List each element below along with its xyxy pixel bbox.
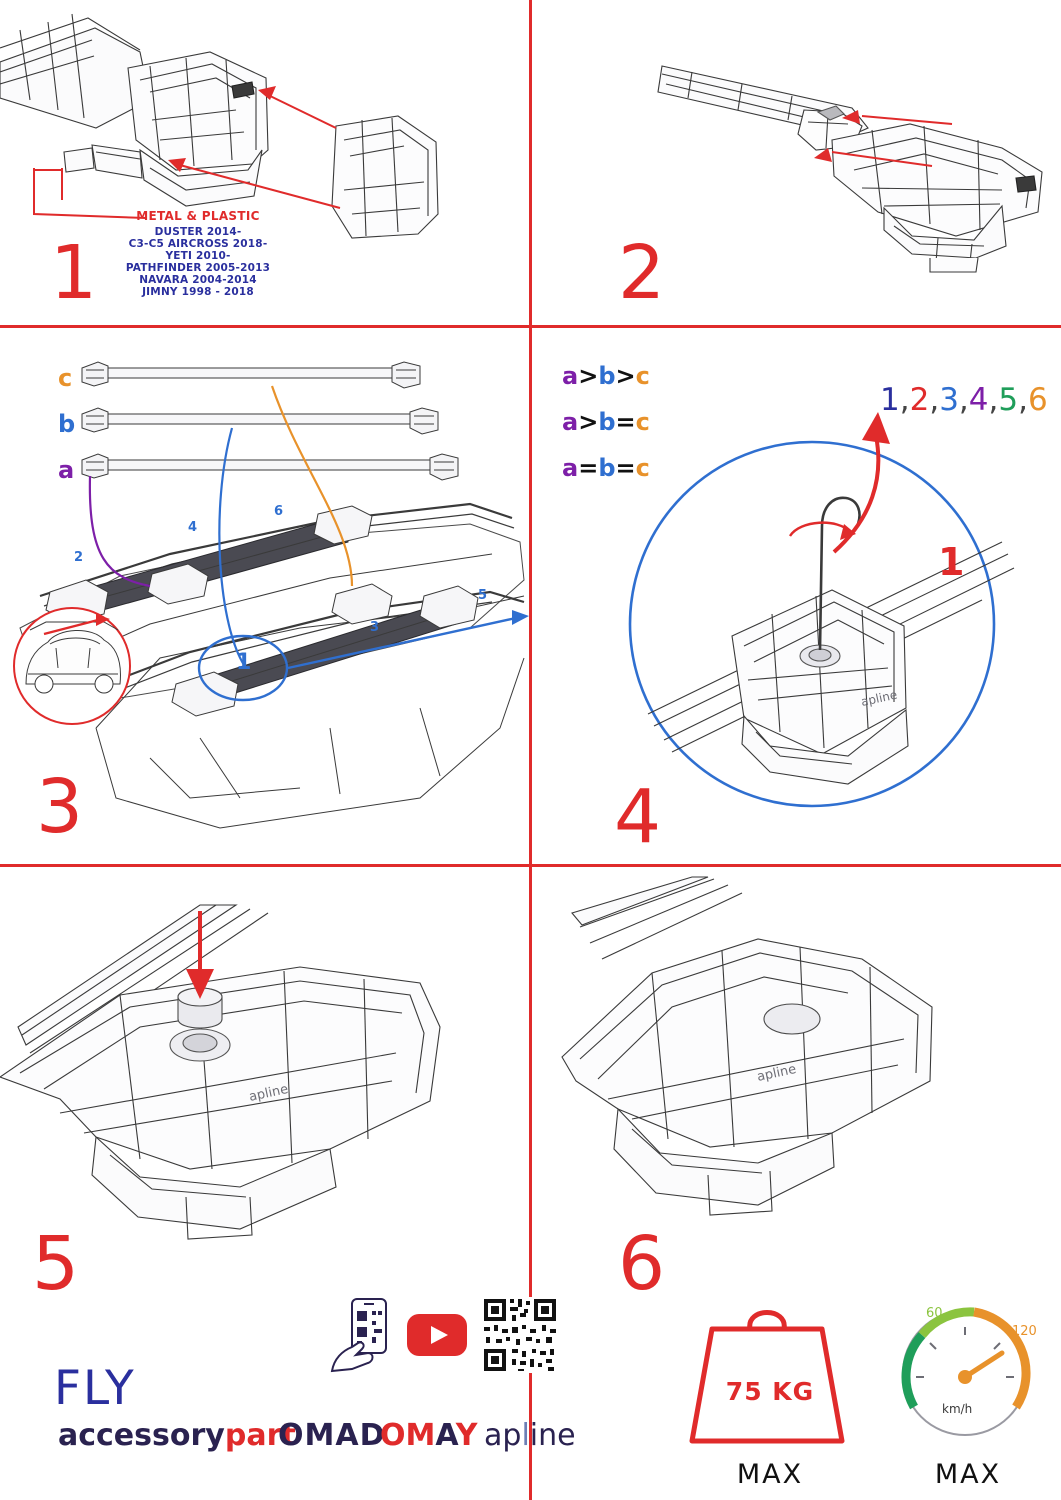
vehicle-item: YETI 2010- bbox=[165, 250, 231, 262]
cmp1-op2: > bbox=[615, 362, 636, 390]
weight-max-label: MAX bbox=[736, 1459, 804, 1490]
weight-value: 75 KG bbox=[725, 1377, 815, 1406]
metal-plastic-label: METAL & PLASTIC bbox=[136, 209, 260, 223]
brand-omay bbox=[380, 1418, 477, 1453]
accessorypart-part1: accessory bbox=[58, 1418, 225, 1453]
callout-5: 5 bbox=[478, 588, 488, 603]
callout-6: 6 bbox=[274, 504, 284, 519]
accessorypart-part2: part bbox=[224, 1418, 296, 1453]
speed-max-label: MAX bbox=[934, 1459, 1002, 1490]
speed-unit-label: km/h bbox=[942, 1402, 973, 1416]
seq-3: 3 bbox=[939, 382, 959, 418]
vehicle-item: C3-C5 AIRCROSS 2018- bbox=[128, 238, 268, 250]
apline-part2: l bbox=[521, 1418, 530, 1453]
callout-inset-1: 1 bbox=[938, 540, 965, 584]
bar-label-c: c bbox=[58, 364, 73, 392]
bar-label-b: b bbox=[58, 410, 76, 438]
cmp2-c: c bbox=[635, 408, 650, 436]
panel-step-5 bbox=[0, 867, 529, 1500]
max-speed-icon bbox=[870, 1295, 1060, 1445]
step-sequence-label: 1,2,3,4,5,6 bbox=[880, 382, 1048, 418]
vehicle-item: PATHFINDER 2005-2013 bbox=[125, 262, 271, 274]
seq-5: 5 bbox=[998, 382, 1019, 418]
cmp1-a: a bbox=[562, 362, 579, 390]
callout-circle-1: 1 bbox=[236, 650, 252, 675]
callout-2: 2 bbox=[74, 550, 84, 565]
cmp3-c: c bbox=[635, 454, 650, 482]
panel-step-4 bbox=[532, 328, 1061, 864]
youtube-icon[interactable] bbox=[406, 1313, 468, 1357]
part-brand-text-6: apline bbox=[755, 1061, 798, 1085]
part-brand-text: apline bbox=[859, 687, 899, 709]
cmp2-op1: > bbox=[578, 408, 599, 436]
step-number-2: 2 bbox=[618, 230, 664, 316]
cmp2-op2: = bbox=[615, 408, 636, 436]
cmp1-op1: > bbox=[578, 362, 599, 390]
panel-step-1 bbox=[0, 0, 529, 325]
cmp3-a: a bbox=[562, 454, 579, 482]
part-brand-text-5: apline bbox=[247, 1081, 290, 1105]
panel-step-2 bbox=[532, 0, 1061, 325]
omad-text: OMAD bbox=[278, 1418, 386, 1453]
omay-part2: A bbox=[435, 1418, 456, 1453]
apline-part1: ap bbox=[484, 1418, 522, 1453]
vehicle-item: NAVARA 2004-2014 bbox=[139, 274, 257, 286]
omay-part1: OM bbox=[380, 1418, 436, 1453]
cmp3-b: b bbox=[598, 454, 616, 482]
seq-1: 1 bbox=[880, 382, 900, 418]
vehicle-compat-list bbox=[98, 226, 298, 298]
seq-4: 4 bbox=[968, 382, 989, 418]
fly-logo: FLY bbox=[54, 1361, 136, 1416]
brand-accessorypart bbox=[58, 1418, 296, 1453]
step-number-1: 1 bbox=[50, 230, 96, 316]
panel-step-3 bbox=[0, 328, 650, 864]
step6-illustration bbox=[532, 867, 1061, 1287]
seq-2: 2 bbox=[909, 382, 930, 418]
bar-label-a: a bbox=[58, 456, 75, 484]
speed-tick-60: 60 bbox=[926, 1306, 943, 1321]
step2-illustration bbox=[532, 0, 1061, 325]
callout-4: 4 bbox=[188, 520, 198, 535]
step-number-5: 5 bbox=[32, 1221, 78, 1307]
vehicle-item: DUSTER 2014- bbox=[154, 226, 242, 238]
cmp2-b: b bbox=[598, 408, 616, 436]
cmp3-op2: = bbox=[615, 454, 636, 482]
cmp3-op1: = bbox=[578, 454, 599, 482]
speed-tick-120: 120 bbox=[1012, 1324, 1037, 1339]
step-number-3: 3 bbox=[36, 764, 82, 850]
callout-3: 3 bbox=[370, 620, 380, 635]
step5-illustration bbox=[0, 867, 529, 1287]
cmp1-c: c bbox=[635, 362, 650, 390]
step-number-6: 6 bbox=[618, 1221, 664, 1307]
cmp2-a: a bbox=[562, 408, 579, 436]
apline-part3: ine bbox=[529, 1418, 576, 1453]
phone-scan-icon bbox=[328, 1297, 398, 1375]
vehicle-item: JIMNY 1998 - 2018 bbox=[142, 286, 254, 298]
step-number-4: 4 bbox=[614, 774, 660, 860]
seq-6: 6 bbox=[1027, 382, 1048, 418]
panel-step-6 bbox=[529, 867, 1061, 1500]
cmp1-b: b bbox=[598, 362, 616, 390]
omay-part3: Y bbox=[455, 1418, 478, 1453]
max-weight-icon bbox=[672, 1299, 862, 1449]
brand-omad bbox=[278, 1418, 385, 1453]
